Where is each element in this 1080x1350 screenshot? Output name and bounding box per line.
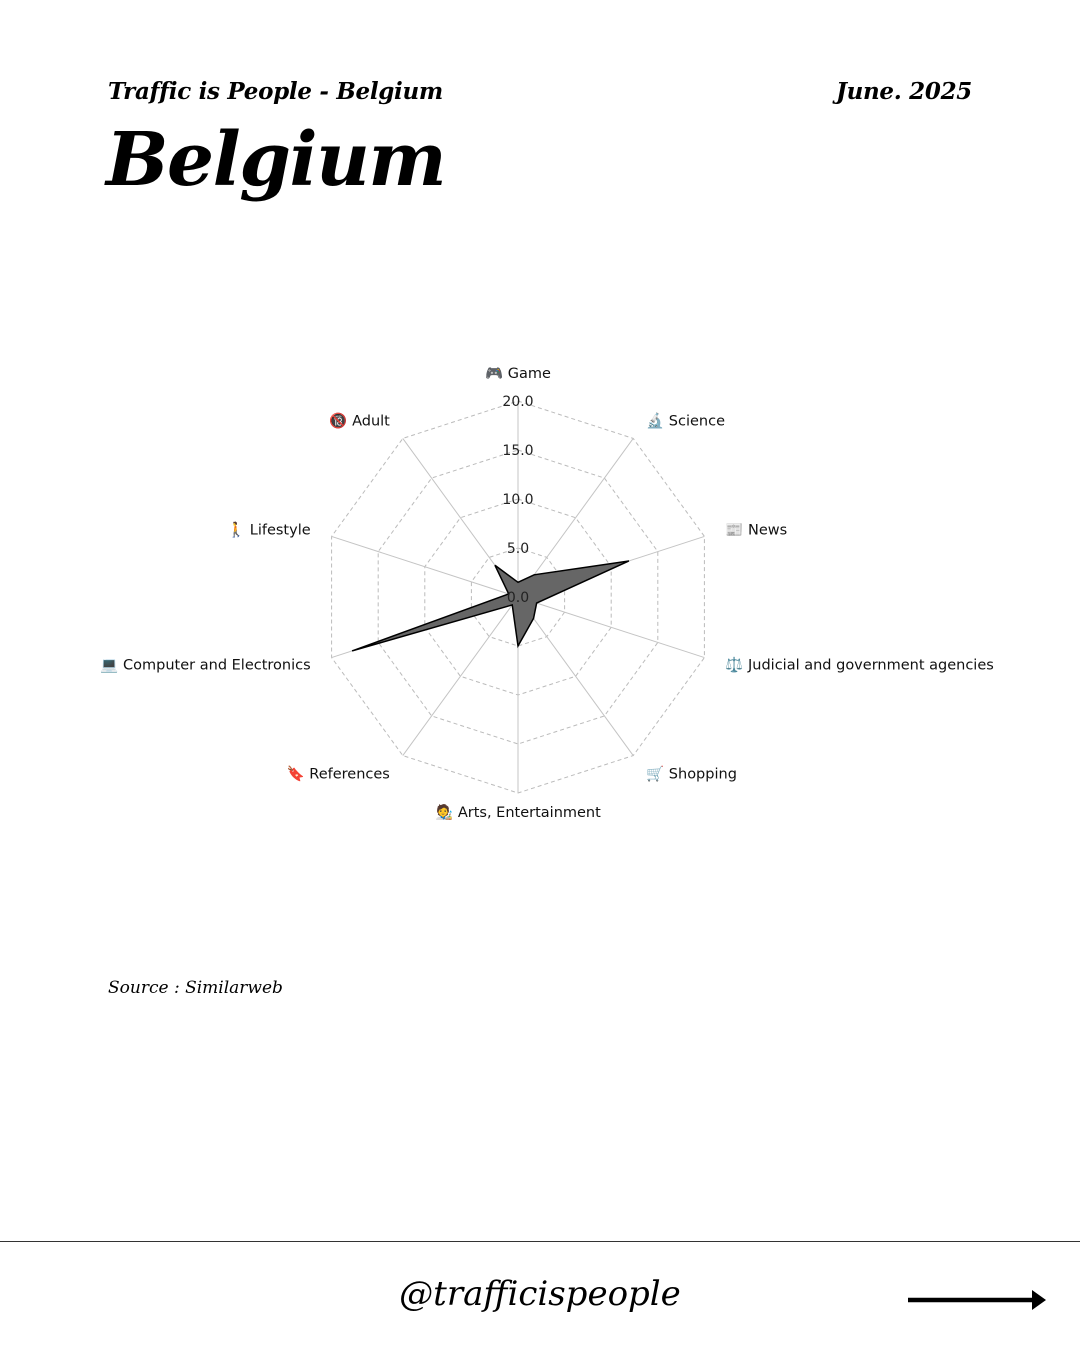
radar-category-label [646, 764, 737, 782]
radar-tick-label: 0.0 [506, 590, 530, 606]
category-icon: 📰 [725, 522, 749, 539]
radar-category-label [725, 655, 993, 673]
arrow-right-icon[interactable] [908, 1286, 1048, 1314]
radar-category-label [435, 803, 601, 821]
radar-tick-label: 20.0 [502, 394, 534, 410]
account-handle: @trafficispeople [399, 1274, 681, 1314]
page-title: Belgium [106, 117, 446, 203]
radar-category-label [227, 521, 311, 539]
radar-category-label [287, 764, 390, 782]
category-icon: 💻 [100, 657, 124, 674]
radar-category-label [725, 523, 787, 539]
radar-category-label [485, 366, 551, 382]
category-icon: 🔖 [286, 766, 310, 783]
category-label-text: Science [668, 413, 726, 430]
category-label-text: News [748, 522, 788, 539]
radar-category-label [329, 412, 390, 430]
category-icon: 🚶 [227, 522, 250, 539]
radar-category-label [646, 412, 725, 430]
header-date: June. 2025 [836, 78, 972, 105]
source-note: Source : Similarweb [108, 978, 283, 998]
category-label-text: Judicial and government agencies [748, 657, 994, 674]
radar-spoke [403, 597, 518, 756]
category-label-text: Arts, Entertainment [457, 805, 601, 821]
radar-tick-label: 15.0 [502, 443, 534, 459]
category-label-text: Lifestyle [249, 522, 311, 539]
radar-category-label [100, 657, 310, 673]
category-icon: ⚖️ [725, 657, 749, 674]
radar-series-area [352, 561, 629, 651]
radar-spoke [518, 597, 633, 756]
footer-divider [0, 1241, 1080, 1242]
category-label-text: References [309, 766, 390, 783]
category-icon: 🧑‍🎨 [435, 805, 458, 821]
category-label-text: Computer and Electronics [123, 657, 311, 674]
category-label-text: Shopping [668, 766, 737, 783]
category-icon: 🔬 [646, 413, 669, 430]
category-icon: 🔞 [329, 413, 353, 430]
category-label-text: Game [507, 366, 551, 382]
category-icon: 🛒 [646, 766, 669, 783]
radar-series [352, 561, 629, 651]
radar-tick-label: 5.0 [506, 541, 530, 557]
category-label-text: Adult [352, 413, 390, 430]
category-icon: 🎮 [485, 366, 508, 382]
radar-tick-label: 10.0 [502, 492, 534, 508]
header-kicker: Traffic is People - Belgium [108, 78, 443, 105]
radar-spoke [518, 597, 704, 658]
